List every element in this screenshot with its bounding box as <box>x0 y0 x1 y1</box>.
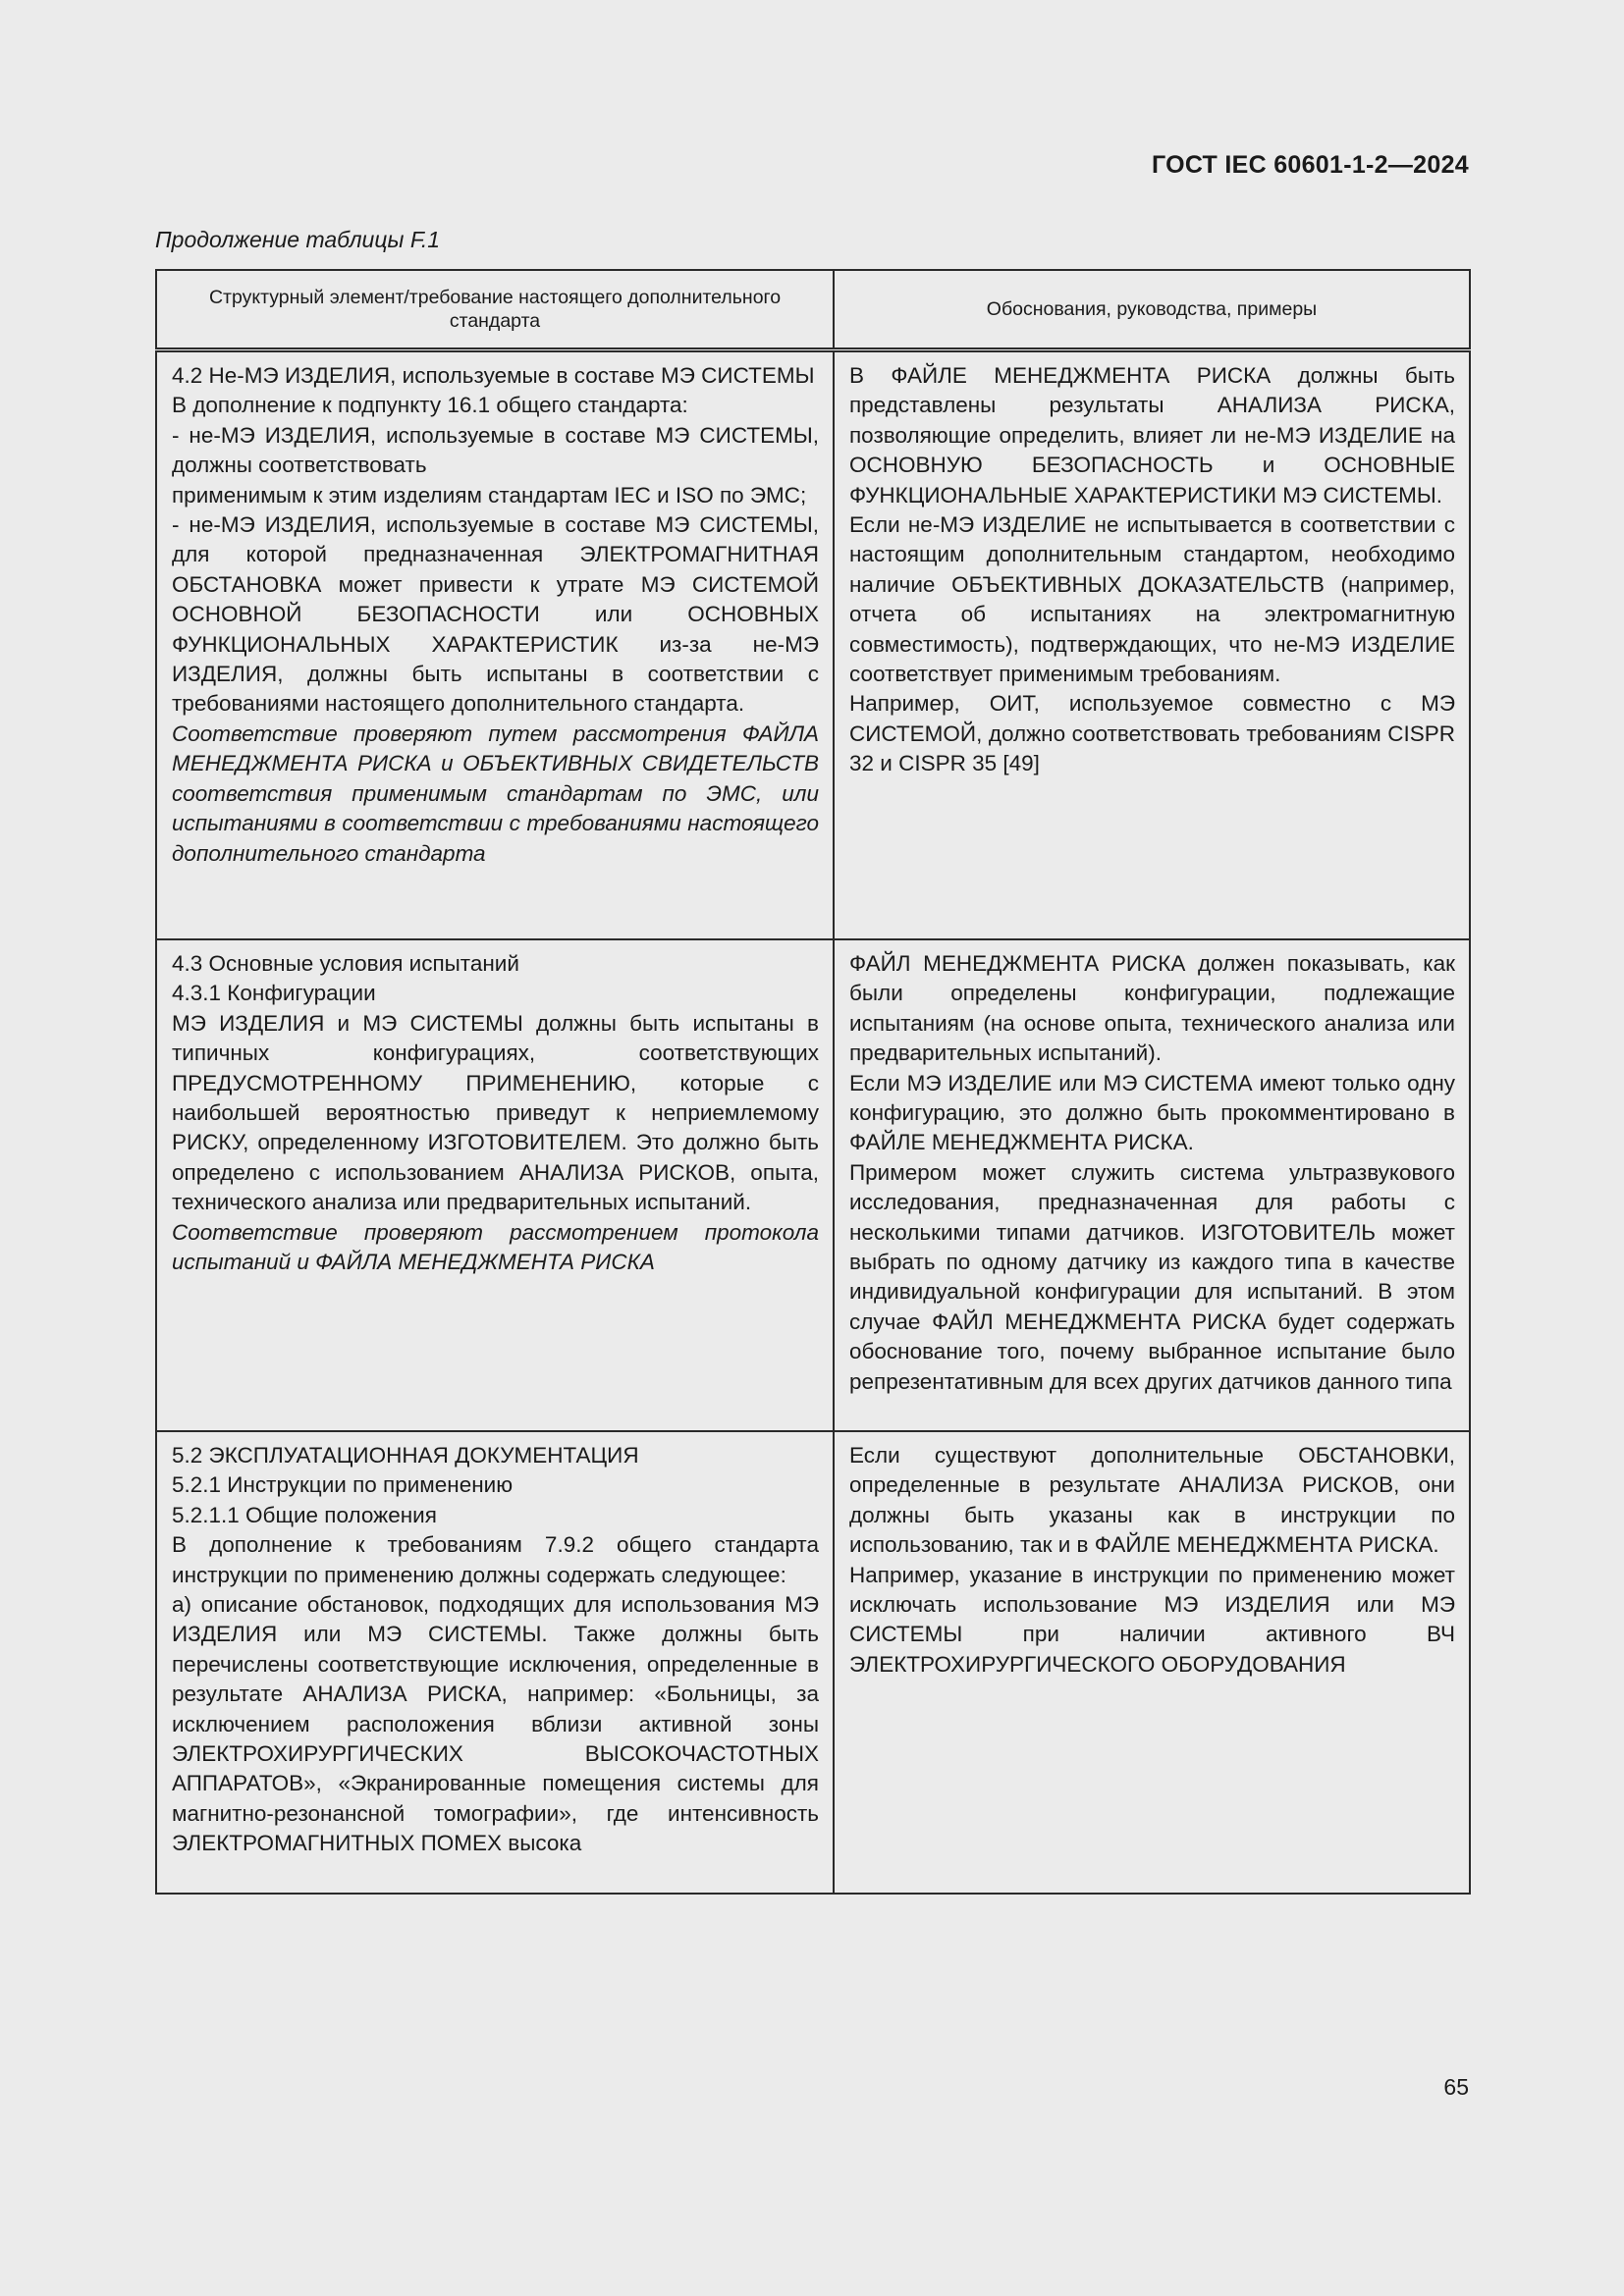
paragraph: ФАЙЛ МЕНЕДЖМЕНТА РИСКА должен показывать, как были определены конфигурации, подлежащие испытаниям (на основе опыта, технического анализа или предварительных испытаний). <box>849 951 1455 1066</box>
paragraph: Примером может служить система ультразвукового исследования, предназначенная для работы с несколькими типами датчиков. ИЗГОТОВИТЕЛЬ может выбрать по одному датчику из каждого типа в качестве индивидуальной конфигурации для испытаний. В этом случае ФАЙЛ МЕНЕДЖМЕНТА РИСКА будет содержать обоснование того, почему выбранное испытание было репрезентативным для всех других датчиков данного типа <box>849 1159 1455 1394</box>
clause-title: 4.3 Основные условия испытаний <box>172 951 519 976</box>
table-row <box>156 939 1470 1431</box>
table-row <box>156 350 1470 940</box>
paragraph: Например, ОИТ, используемое совместно с МЭ СИСТЕМОЙ, должно соответствовать требованиям CISPR 32 и CISPR 35 [49] <box>849 691 1455 776</box>
list-item: a) описание обстановок, подходящих для использования МЭ ИЗДЕЛИЯ или МЭ СИСТЕМЫ. Также должны быть перечислены соответствующие исключения, определенные в результате АНАЛИЗА РИСКА, например: «Больницы, за исключением расположения вблизи активной зоны ЭЛЕКТРОХИРУРГИЧЕСКИХ ВЫСОКОЧАСТОТНЫХ АППАРАТОВ», «Экранированные помещения системы для магнитно-резонансной томографии», где интенсивность ЭЛЕКТРОМАГНИТНЫХ ПОМЕХ высока <box>172 1592 819 1856</box>
subclause-title: 4.3.1 Конфигурации <box>172 981 376 1006</box>
requirements-table <box>155 269 1471 1895</box>
paragraph: МЭ ИЗДЕЛИЯ и МЭ СИСТЕМЫ должны быть испытаны в типичных конфигурациях, соответствующих ПРЕДУСМОТРЕННОМУ ПРИМЕНЕНИЮ, которые с наибольшей вероятностью приведут к неприемлемому РИСКУ, определенному ИЗГОТОВИТЕЛЕМ. Это должно быть определено с использованием АНАЛИЗА РИСКОВ, опыта, технического анализа или предварительных испытаний. <box>172 1010 819 1215</box>
paragraph: Если существуют дополнительные ОБСТАНОВКИ, определенные в результате АНАЛИЗА РИСКОВ, они должны быть указаны как в инструкции по использованию, так и в ФАЙЛЕ МЕНЕДЖМЕНТА РИСКА. <box>849 1443 1455 1558</box>
header-structural-element: Структурный элемент/требование настоящего дополнительного стандарта <box>156 270 834 350</box>
requirement-cell <box>156 939 834 1431</box>
rationale-cell <box>834 1431 1470 1894</box>
rationale-cell <box>834 350 1470 940</box>
requirement-cell <box>156 350 834 940</box>
list-item: - не-МЭ ИЗДЕЛИЯ, используемые в составе МЭ СИСТЕМЫ, должны соответствовать <box>172 422 819 478</box>
paragraph: Если МЭ ИЗДЕЛИЕ или МЭ СИСТЕМА имеют только одну конфигурацию, это должно быть прокомментировано в ФАЙЛЕ МЕНЕДЖМЕНТА РИСКА. <box>849 1070 1455 1155</box>
table-header-row <box>156 270 1470 350</box>
paragraph: В ФАЙЛЕ МЕНЕДЖМЕНТА РИСКА должны быть представлены результаты АНАЛИЗА РИСКА, позволяющие определить, влияет ли не-МЭ ИЗДЕЛИЕ на ОСНОВНУЮ БЕЗОПАСНОСТЬ и ОСНОВНЫЕ ФУНКЦИОНАЛЬНЫЕ ХАРАКТЕРИСТИКИ МЭ СИСТЕМЫ. <box>849 363 1455 507</box>
table-caption: Продолжение таблицы F.1 <box>155 227 441 252</box>
rationale-cell <box>834 939 1470 1431</box>
paragraph: В дополнение к подпункту 16.1 общего стандарта: <box>172 393 688 418</box>
standard-header: ГОСТ IEC 60601-1-2—2024 <box>1151 151 1469 179</box>
header-rationale: Обоснования, руководства, примеры <box>834 270 1470 350</box>
table-row <box>156 1431 1470 1894</box>
clause-title: 4.2 Не-МЭ ИЗДЕЛИЯ, используемые в составе МЭ СИСТЕМЫ <box>172 363 815 388</box>
paragraph: применимым к этим изделиям стандартам IEC и ISO по ЭМС; <box>172 482 807 507</box>
clause-title: 5.2 ЭКСПЛУАТАЦИОННАЯ ДОКУМЕНТАЦИЯ <box>172 1443 639 1468</box>
compliance-note: Соответствие проверяют рассмотрением протокола испытаний и ФАЙЛА МЕНЕДЖМЕНТА РИСКА <box>172 1219 819 1275</box>
subclause-title: 5.2.1 Инструкции по применению <box>172 1472 514 1498</box>
subclause-title: 5.2.1.1 Общие положения <box>172 1502 437 1527</box>
compliance-note: Соответствие проверяют путем рассмотрения ФАЙЛА МЕНЕДЖМЕНТА РИСКА и ОБЪЕКТИВНЫХ СВИДЕТЕЛЬСТВ соответствия применимым стандартам по ЭМС, или испытаниями в соответствии с требованиями настоящего дополнительного стандарта <box>172 721 819 866</box>
paragraph: В дополнение к требованиям 7.9.2 общего стандарта инструкции по применению должны содержать следующее: <box>172 1532 819 1587</box>
requirement-cell <box>156 1431 834 1894</box>
paragraph: Например, указание в инструкции по применению может исключать использование МЭ ИЗДЕЛИЯ или МЭ СИСТЕМЫ при наличии активного ВЧ ЭЛЕКТРОХИРУРГИЧЕСКОГО ОБОРУДОВАНИЯ <box>849 1562 1455 1677</box>
list-item: - не-МЭ ИЗДЕЛИЯ, используемые в составе МЭ СИСТЕМЫ, для которой предназначенная ЭЛЕКТРОМАГНИТНАЯ ОБСТАНОВКА может привести к утрате МЭ СИСТЕМОЙ ОСНОВНОЙ БЕЗОПАСНОСТИ или ОСНОВНЫХ ФУНКЦИОНАЛЬНЫХ ХАРАКТЕРИСТИК из-за не-МЭ ИЗДЕЛИЯ, должны быть испытаны в соответствии с требованиями настоящего дополнительного стандарта. <box>172 512 819 717</box>
paragraph: Если не-МЭ ИЗДЕЛИЕ не испытывается в соответствии с настоящим дополнительным стандартом, необходимо наличие ОБЪЕКТИВНЫХ ДОКАЗАТЕЛЬСТВ (например, отчета об испытаниях на электромагнитную совместимость), подтверждающих, что не-МЭ ИЗДЕЛИЕ соответствует применимым требованиям. <box>849 512 1455 687</box>
page-number: 65 <box>1443 2074 1469 2100</box>
